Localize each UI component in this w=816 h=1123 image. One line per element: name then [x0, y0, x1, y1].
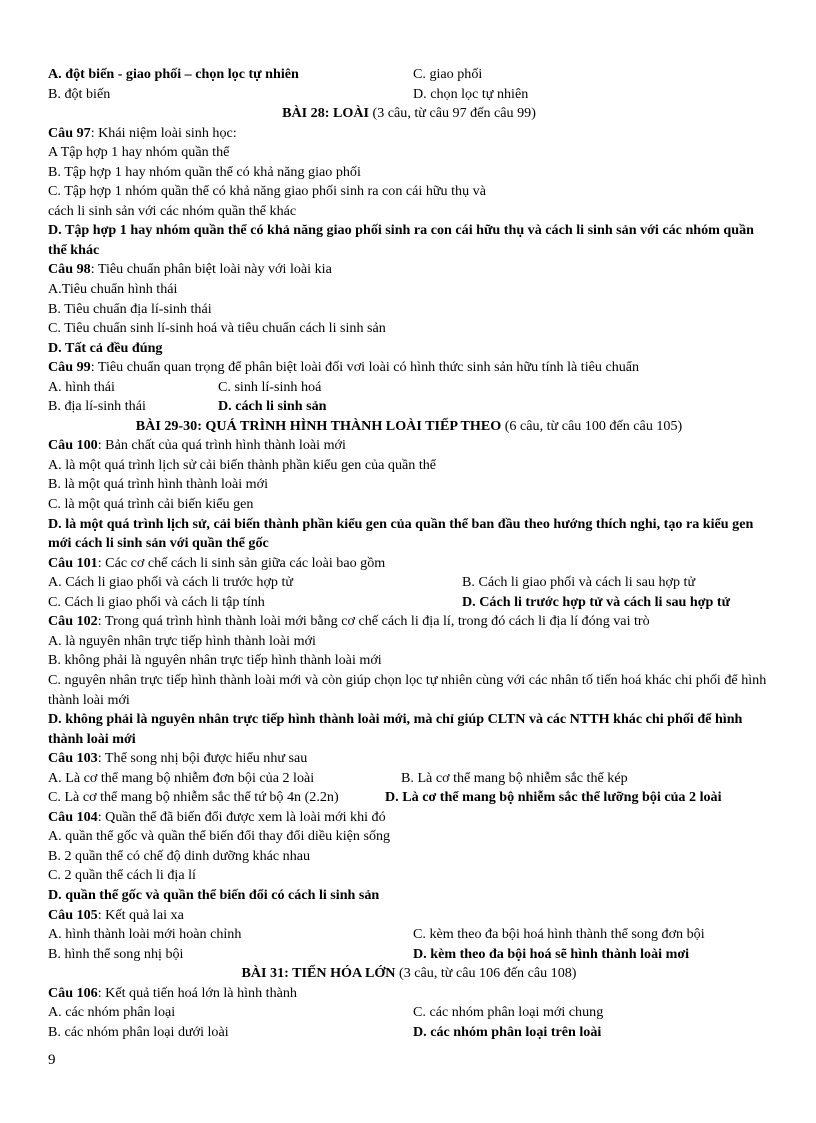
option-b: B. là một quá trình hình thành loài mới [48, 476, 269, 493]
option-d-correct: D. là một quá trình lịch sử, cải biến thành phần kiểu gen của quần thể ban đầu theo hướng thích nghi, tạo ra kiểu gen mới cách li sinh sản với quần thể gốc [48, 515, 754, 552]
question-number: Câu 105 [48, 906, 98, 923]
option-b: B. Là cơ thể mang bộ nhiễm sắc thể kép [401, 769, 628, 786]
question-text: : Tiêu chuẩn quan trọng để phân biệt loài đối vơi loài có hình thức sinh sản hữu tính là tiêu chuẩn [90, 359, 640, 376]
question-text: : Bản chất của quá trình hình thành loài mới [97, 437, 346, 454]
option-a: A. hình thái [48, 378, 115, 395]
option-a: A. các nhóm phân loại [48, 1004, 176, 1021]
question-105 [48, 906, 770, 926]
question-number: Câu 101 [48, 554, 98, 571]
option-a: A Tập hợp 1 hay nhóm quần thể [48, 144, 230, 161]
question-text: : Tiêu chuẩn phân biệt loài này với loài kia [90, 261, 332, 278]
option-d-correct: D. kèm theo đa bội hoá sẽ hình thành loài mơi [413, 945, 690, 962]
option-a: A.Tiêu chuẩn hình thái [48, 281, 178, 298]
question-97 [48, 124, 770, 144]
option-c: C. Tiêu chuẩn sinh lí-sinh hoá và tiêu chuẩn cách li sinh sản [48, 320, 386, 337]
option-d-correct: D. Cách li trước hợp tử và cách li sau hợp tử [462, 593, 731, 610]
options-row-1 [48, 925, 770, 945]
question-text: : Kết quả lai xa [97, 906, 184, 923]
options-row-2 [48, 397, 770, 417]
option-a: A. quần thể gốc và quần thể biến đổi thay đổi diều kiện sống [48, 828, 391, 845]
question-number: Câu 106 [48, 984, 98, 1001]
section-heading-29-30: BÀI 29-30: QUÁ TRÌNH HÌNH THÀNH LOÀI TIẾP THEO (6 câu, từ câu 100 đến câu 105) [135, 417, 683, 434]
question-102 [48, 612, 770, 632]
question-text: : Khái niệm loài sinh học: [90, 124, 237, 141]
options-row-2 [48, 788, 770, 808]
options-row-1 [48, 573, 770, 593]
option-d-correct: D. quần thể gốc và quần thể biến đổi có cách li sinh sản [48, 886, 380, 903]
option-a: A. Cách li giao phối và cách li trước hợp tử [48, 574, 294, 591]
option-c: C. sinh lí-sinh hoá [218, 378, 322, 395]
options-row-2 [48, 593, 770, 613]
options-row-2 [48, 1023, 770, 1043]
option-b: B. Cách li giao phối và cách li sau hợp tử [462, 574, 696, 591]
option-c-continued: cách li sinh sản với các nhóm quần thể khác [48, 202, 297, 219]
option-d-correct: D. Là cơ thể mang bộ nhiễm sắc thể lưỡng bội của 2 loài [385, 789, 722, 806]
option-c: C. Là cơ thể mang bộ nhiễm sắc thể tứ bộ 4n (2.2n) [48, 789, 339, 806]
option-c: C. giao phối [413, 66, 483, 82]
option-b: B. không phải là nguyên nhân trực tiếp hình thành loài mới [48, 652, 382, 669]
option-d-correct: D. các nhóm phân loại trên loài [413, 1023, 602, 1040]
option-d-correct: D. cách li sinh sản [218, 398, 327, 415]
question-number: Câu 99 [48, 359, 91, 376]
option-b: B. các nhóm phân loại dưới loài [48, 1023, 229, 1040]
options-row-1 [48, 769, 770, 789]
question-number: Câu 103 [48, 750, 98, 767]
section-heading-28: BÀI 28: LOÀI (3 câu, từ câu 97 đến câu 99) [282, 105, 536, 122]
question-text: : Các cơ chế cách li sinh sản giữa các loài bao gồm [97, 554, 386, 571]
option-a: A. đột biến - giao phối – chọn lọc tự nhiên [48, 66, 299, 82]
option-a: A. là một quá trình lịch sử cải biến thành phần kiểu gen của quần thể [48, 456, 437, 473]
option-d-correct: D. Tất cả đều đúng [48, 339, 163, 356]
question-106 [48, 984, 770, 1004]
option-b: B. đột biến [48, 85, 111, 102]
question-101 [48, 554, 770, 574]
question-100 [48, 436, 770, 456]
question-99 [48, 358, 770, 378]
option-b: B. địa lí-sinh thái [48, 398, 146, 415]
option-a: A. là nguyên nhân trực tiếp hình thành loài mới [48, 632, 316, 649]
option-b: B. Tập hợp 1 hay nhóm quần thể có khả năng giao phối [48, 163, 361, 180]
question-text: : Quần thể đã biến đổi được xem là loài mới khi đó [97, 808, 386, 825]
top-options-row-2 [48, 85, 770, 105]
option-c: C. kèm theo đa bội hoá hình thành thể song đơn bội [413, 926, 705, 943]
option-a: A. hình thành loài mới hoàn chỉnh [48, 926, 242, 943]
question-98 [48, 260, 770, 280]
option-c: C. Cách li giao phối và cách li tập tính [48, 593, 265, 610]
option-d: D. chọn lọc tự nhiên [413, 85, 529, 102]
option-b: B. hình thể song nhị bội [48, 945, 184, 962]
options-row-2 [48, 945, 770, 965]
top-options-row-1 [48, 65, 770, 85]
question-text: : Kết quả tiến hoá lớn là hình thành [97, 984, 297, 1001]
option-b: B. Tiêu chuẩn địa lí-sinh thái [48, 300, 212, 317]
question-103 [48, 749, 770, 769]
option-d-correct: D. Tập hợp 1 hay nhóm quần thể có khả năng giao phối sinh ra con cái hữu thụ và cách li sinh sản với các nhóm quần thể khác [48, 222, 754, 258]
section-heading-31: BÀI 31: TIẾN HÓA LỚN (3 câu, từ câu 106 đến câu 108) [241, 965, 577, 982]
question-text: : Thể song nhị bội được hiểu như sau [97, 750, 308, 767]
question-number: Câu 102 [48, 613, 98, 630]
option-b: B. 2 quần thể có chế độ dinh dưỡng khác nhau [48, 847, 311, 864]
options-row-1 [48, 378, 770, 398]
question-number: Câu 97 [48, 124, 91, 141]
options-row-1 [48, 1003, 770, 1023]
option-c: C. các nhóm phân loại mới chung [413, 1004, 604, 1021]
option-c: C. Tập hợp 1 nhóm quần thể có khả năng giao phối sinh ra con cái hữu thụ và [48, 183, 486, 200]
question-number: Câu 98 [48, 261, 91, 278]
option-c: C. nguyên nhân trực tiếp hình thành loài mới và còn giúp chọn lọc tự nhiên cùng với các nhân tố tiến hoá khác chi phối để hình thành loài mới [48, 671, 767, 708]
question-number: Câu 104 [48, 808, 98, 825]
question-104 [48, 808, 770, 828]
option-c: C. là một quá trình cải biến kiểu gen [48, 496, 254, 513]
option-c: C. 2 quần thể cách li địa lí [48, 867, 196, 884]
question-text: : Trong quá trình hình thành loài mới bằng cơ chế cách li địa lí, trong đó cách li địa lí đóng vai trò [97, 613, 650, 630]
option-d-correct: D. không phải là nguyên nhân trực tiếp hình thành loài mới, mà chỉ giúp CLTN và các NTTH khác chi phối để hình thành loài mới [48, 711, 743, 747]
page-number: 9 [48, 1052, 56, 1068]
option-a: A. Là cơ thể mang bộ nhiễm đơn bội của 2 loài [48, 769, 315, 786]
question-number: Câu 100 [48, 437, 98, 454]
